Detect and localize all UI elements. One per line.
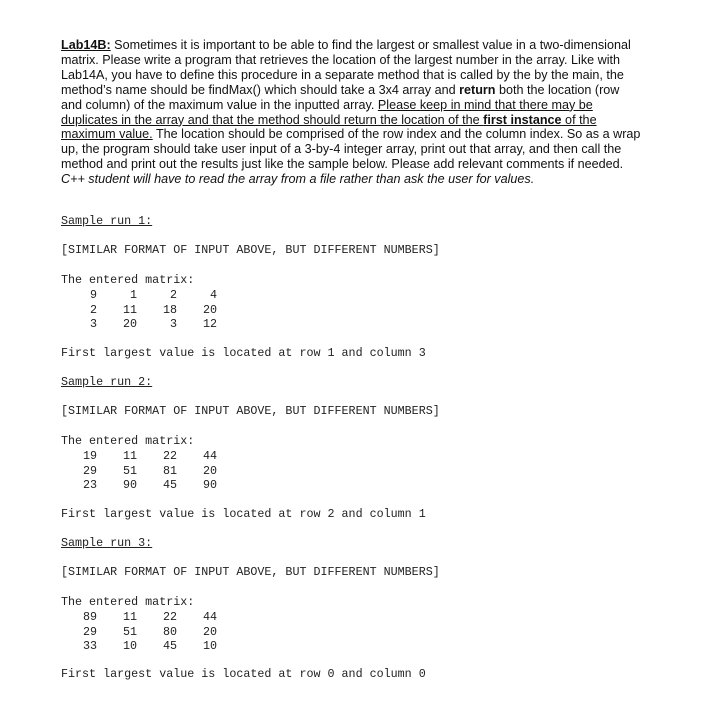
matrix-cell: 29 (82, 624, 97, 639)
matrix-cell: 90 (122, 478, 137, 493)
sample-run-1-result: First largest value is located at row 1 and column 3 (61, 346, 426, 360)
matrix-row (61, 610, 221, 625)
matrix-cell: 22 (162, 610, 177, 624)
instructions-text-2: both the location (row and column) of the maximum value in the inputted array. (61, 82, 620, 112)
sample-run-1-input-note: [SIMILAR FORMAT OF INPUT ABOVE, BUT DIFFERENT NUMBERS] (61, 243, 440, 257)
first-instance-emphasis: first instance (483, 112, 562, 127)
matrix-cell: 23 (82, 478, 97, 493)
sample-run-2-result: First largest value is located at row 2 and column 1 (61, 507, 426, 521)
matrix-row (61, 639, 221, 654)
matrix-cell: 18 (162, 302, 177, 317)
matrix-cell: 20 (202, 624, 217, 639)
matrix-row (61, 303, 221, 318)
matrix-cell: 11 (122, 302, 137, 317)
lab-document (61, 38, 641, 681)
matrix-cell: 20 (122, 317, 137, 332)
matrix-row (61, 464, 221, 479)
duplicates-note: Please keep in mind that there may be duplicates in the array and that the method should return the location of the (61, 97, 593, 127)
instructions-text-1: Sometimes it is important to be able to find the largest or smallest value in a two-dimensional matrix. Please write a program that retrieves the location of the largest number in the array. Like with Lab14A, you have to define this procedure in a separate method that is called by the by the main, the method’s name should be findMax() which should take a 3x4 array and (61, 38, 631, 97)
matrix-cell: 20 (202, 463, 217, 478)
matrix-cell: 44 (202, 610, 217, 624)
matrix-cell: 12 (202, 317, 217, 332)
matrix-cell: 11 (122, 449, 137, 463)
matrix-row (61, 288, 221, 303)
matrix-cell: 45 (162, 478, 177, 493)
matrix-cell: 44 (202, 449, 217, 463)
matrix-cell: 45 (162, 639, 177, 654)
matrix-cell: 3 (89, 317, 97, 332)
instructions-text-3: The location should be comprised of the row index and the column index. So as a wrap up, the program should take user input of a 3-by-4 integer array, print out that array, and then call the method and print out the results just like the sample below. Please add relevant comments if needed. (61, 127, 641, 172)
sample-run-3-matrix-label: The entered matrix: (61, 595, 195, 609)
matrix-cell: 10 (122, 639, 137, 654)
matrix-cell: 22 (162, 449, 177, 463)
matrix-cell: 3 (169, 317, 177, 332)
cpp-note: C++ student will have to read the array from a file rather than ask the user for values. (61, 172, 535, 187)
matrix-row (61, 317, 221, 332)
matrix-cell: 33 (82, 639, 97, 654)
sample-run-3-matrix (61, 610, 221, 654)
matrix-cell: 81 (162, 463, 177, 478)
matrix-cell: 4 (209, 288, 217, 302)
return-keyword: return (459, 82, 496, 97)
lab-title: Lab14B: (61, 38, 111, 52)
sample-run-3-input-note: [SIMILAR FORMAT OF INPUT ABOVE, BUT DIFFERENT NUMBERS] (61, 565, 440, 579)
sample-run-3-result: First largest value is located at row 0 and column 0 (61, 667, 426, 681)
matrix-cell: 29 (82, 463, 97, 478)
matrix-row (61, 625, 221, 640)
sample-run-1-matrix (61, 288, 221, 332)
matrix-cell: 10 (202, 639, 217, 654)
matrix-cell: 2 (89, 302, 97, 317)
matrix-cell: 20 (202, 302, 217, 317)
matrix-cell: 89 (82, 610, 97, 624)
sample-run-3-heading: Sample run 3: (61, 536, 153, 550)
matrix-row (61, 478, 221, 493)
sample-run-2-heading: Sample run 2: (61, 375, 153, 389)
matrix-cell: 1 (129, 288, 137, 302)
matrix-cell: 11 (122, 610, 137, 624)
matrix-cell: 2 (169, 288, 177, 302)
sample-run-2-input-note: [SIMILAR FORMAT OF INPUT ABOVE, BUT DIFFERENT NUMBERS] (61, 404, 440, 418)
sample-run-2-matrix (61, 449, 221, 493)
matrix-cell: 90 (202, 478, 217, 493)
matrix-row (61, 449, 221, 464)
matrix-cell: 9 (89, 288, 97, 302)
duplicates-note-end: of the maximum value. (61, 112, 597, 142)
sample-run-1-heading: Sample run 1: (61, 214, 153, 228)
matrix-cell: 51 (122, 624, 137, 639)
sample-run-1-matrix-label: The entered matrix: (61, 273, 195, 287)
matrix-cell: 80 (162, 624, 177, 639)
matrix-cell: 19 (82, 449, 97, 463)
instructions-paragraph (61, 38, 641, 187)
matrix-cell: 51 (122, 463, 137, 478)
sample-run-2-matrix-label: The entered matrix: (61, 434, 195, 448)
